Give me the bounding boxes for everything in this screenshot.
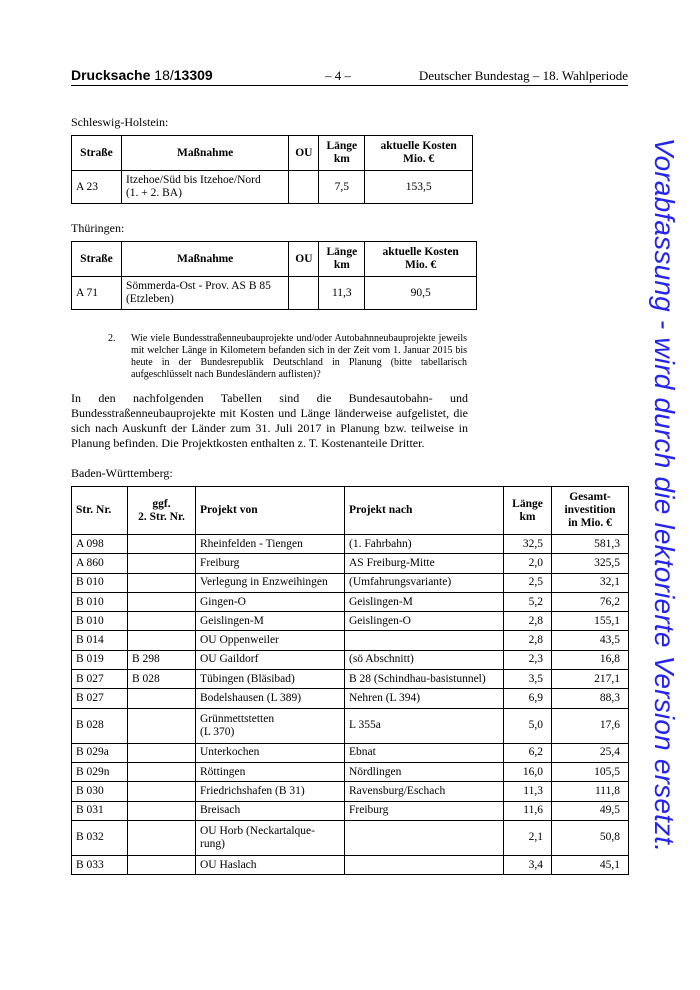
- cell-projekt-nach: (Umfahrungsvariante): [345, 573, 504, 592]
- cell-laenge: 3,5: [504, 670, 552, 689]
- cell-kosten: 90,5: [365, 277, 477, 310]
- cell-ggf-str-nr: [128, 708, 196, 743]
- cell-str-nr: B 033: [72, 855, 128, 874]
- cell-investition: 217,1: [552, 670, 629, 689]
- col-header-investition: Gesamt- investition in Mio. €: [552, 487, 629, 535]
- cell-laenge: 3,4: [504, 855, 552, 874]
- cell-projekt-nach: L 355a: [345, 708, 504, 743]
- col-header-ou: OU: [289, 136, 319, 171]
- cell-ggf-str-nr: B 298: [128, 650, 196, 669]
- table-row: [72, 573, 629, 592]
- watermark-text: Vorabfassung - wird durch die lektorierte Version ersetzt.: [649, 137, 680, 853]
- state-heading-thueringen: Thüringen:: [71, 221, 125, 235]
- cell-investition: 50,8: [552, 820, 629, 855]
- cell-projekt-nach: AS Freiburg-Mitte: [345, 554, 504, 573]
- cell-str-nr: B 029n: [72, 762, 128, 781]
- cell-projekt-von: Grünmettstetten (L 370): [196, 708, 345, 743]
- table-row: [72, 612, 629, 631]
- cell-projekt-nach: Nördlingen: [345, 762, 504, 781]
- cell-investition: 111,8: [552, 782, 629, 801]
- cell-projekt-von: Gingen-O: [196, 592, 345, 611]
- cell-laenge: 16,0: [504, 762, 552, 781]
- cell-kosten: 153,5: [365, 171, 473, 204]
- cell-strasse: A 23: [72, 171, 122, 204]
- cell-laenge: 5,2: [504, 592, 552, 611]
- cell-projekt-nach: (sö Abschnitt): [345, 650, 504, 669]
- cell-laenge: 11,3: [504, 782, 552, 801]
- cell-investition: 17,6: [552, 708, 629, 743]
- cell-ggf-str-nr: [128, 855, 196, 874]
- table-header-row: [72, 136, 473, 171]
- col-header-projekt-nach: Projekt nach: [345, 487, 504, 535]
- page-header: [71, 67, 628, 86]
- cell-laenge: 6,2: [504, 743, 552, 762]
- cell-ggf-str-nr: [128, 762, 196, 781]
- cell-projekt-von: OU Oppenweiler: [196, 631, 345, 650]
- table-header-row: [72, 242, 477, 277]
- cell-investition: 581,3: [552, 535, 629, 554]
- document-number: 13309: [173, 67, 213, 83]
- cell-str-nr: B 028: [72, 708, 128, 743]
- table-row: [72, 592, 629, 611]
- cell-str-nr: B 014: [72, 631, 128, 650]
- cell-ggf-str-nr: [128, 743, 196, 762]
- cell-massnahme: Itzehoe/Süd bis Itzehoe/Nord (1. + 2. BA): [121, 171, 288, 204]
- cell-projekt-nach: Ebnat: [345, 743, 504, 762]
- document-number-prefix: 18/: [154, 67, 174, 83]
- cell-laenge: 7,5: [319, 171, 365, 204]
- col-header-laenge: Länge km: [319, 136, 365, 171]
- cell-str-nr: A 860: [72, 554, 128, 573]
- table-row: [72, 782, 629, 801]
- cell-projekt-nach: [345, 631, 504, 650]
- cell-laenge: 6,9: [504, 689, 552, 708]
- document-label: Drucksache: [71, 67, 151, 83]
- cell-projekt-nach: Freiburg: [345, 801, 504, 820]
- cell-ggf-str-nr: [128, 820, 196, 855]
- cell-massnahme: Sömmerda-Ost - Prov. AS B 85 (Etzleben): [121, 277, 288, 310]
- cell-ggf-str-nr: [128, 801, 196, 820]
- cell-str-nr: B 029a: [72, 743, 128, 762]
- cell-ggf-str-nr: [128, 554, 196, 573]
- cell-projekt-von: Friedrichshafen (B 31): [196, 782, 345, 801]
- cell-strasse: A 71: [72, 277, 122, 310]
- cell-investition: 88,3: [552, 689, 629, 708]
- cell-str-nr: B 010: [72, 592, 128, 611]
- cell-ggf-str-nr: [128, 782, 196, 801]
- cell-investition: 32,1: [552, 573, 629, 592]
- cell-str-nr: B 030: [72, 782, 128, 801]
- cell-investition: 105,5: [552, 762, 629, 781]
- cell-projekt-von: Breisach: [196, 801, 345, 820]
- question-block: [110, 333, 467, 381]
- table-row: [72, 631, 629, 650]
- cell-laenge: 2,0: [504, 554, 552, 573]
- table-row: [72, 708, 629, 743]
- table-row: [72, 801, 629, 820]
- cell-ggf-str-nr: B 028: [128, 670, 196, 689]
- cell-ou: [289, 277, 319, 310]
- cell-investition: 25,4: [552, 743, 629, 762]
- cell-laenge: 2,1: [504, 820, 552, 855]
- table-row: [72, 650, 629, 669]
- cell-projekt-von: Röttingen: [196, 762, 345, 781]
- cell-laenge: 11,3: [319, 277, 365, 310]
- cell-projekt-von: Bodelshausen (L 389): [196, 689, 345, 708]
- cell-projekt-von: Freiburg: [196, 554, 345, 573]
- col-header-strasse: Straße: [72, 242, 122, 277]
- cell-ggf-str-nr: [128, 689, 196, 708]
- cell-projekt-nach: B 28 (Schindhau-basistunnel): [345, 670, 504, 689]
- cell-projekt-von: Unterkochen: [196, 743, 345, 762]
- cell-str-nr: B 019: [72, 650, 128, 669]
- table-row: [72, 535, 629, 554]
- cell-projekt-nach: Geislingen-O: [345, 612, 504, 631]
- cell-projekt-nach: Ravensburg/Eschach: [345, 782, 504, 801]
- cell-investition: 325,5: [552, 554, 629, 573]
- col-header-laenge: Länge km: [504, 487, 552, 535]
- table-row: [72, 171, 473, 204]
- cell-ggf-str-nr: [128, 573, 196, 592]
- header-publisher: Deutscher Bundestag – 18. Wahlperiode: [418, 68, 628, 83]
- cell-ggf-str-nr: [128, 612, 196, 631]
- table-row: [72, 670, 629, 689]
- cell-laenge: 2,8: [504, 612, 552, 631]
- cell-laenge: 2,8: [504, 631, 552, 650]
- table-row: [72, 277, 477, 310]
- col-header-ou: OU: [289, 242, 319, 277]
- cell-laenge: 32,5: [504, 535, 552, 554]
- col-header-strasse: Straße: [72, 136, 122, 171]
- cell-projekt-nach: Nehren (L 394): [345, 689, 504, 708]
- cell-projekt-nach: Geislingen-M: [345, 592, 504, 611]
- table-row: [72, 855, 629, 874]
- question-number: 2.: [108, 333, 116, 344]
- answer-text: In den nachfolgenden Tabellen sind die Bundesautobahn- und Bundesstraßenneubauprojekte mit Kosten und Länge länderweise aufgelistet, die sich nach Auskunft der Länder zum 31. Juli 2017 in Planung bzw. teilweise in Planung befinden. Die Projektkosten enthalten z. T. Kostenanteile Dritter.: [71, 391, 468, 450]
- col-header-laenge: Länge km: [319, 242, 365, 277]
- table-row: [72, 554, 629, 573]
- col-header-projekt-von: Projekt von: [196, 487, 345, 535]
- table-thueringen: [71, 241, 477, 310]
- cell-investition: 45,1: [552, 855, 629, 874]
- cell-projekt-von: Tübingen (Bläsibad): [196, 670, 345, 689]
- cell-projekt-von: OU Haslach: [196, 855, 345, 874]
- cell-investition: 43,5: [552, 631, 629, 650]
- cell-projekt-nach: [345, 855, 504, 874]
- cell-ggf-str-nr: [128, 535, 196, 554]
- table-row: [72, 689, 629, 708]
- table-row: [72, 762, 629, 781]
- cell-investition: 155,1: [552, 612, 629, 631]
- table-header-row: [72, 487, 629, 535]
- cell-str-nr: B 031: [72, 801, 128, 820]
- cell-projekt-nach: (1. Fahrbahn): [345, 535, 504, 554]
- cell-projekt-nach: [345, 820, 504, 855]
- cell-ou: [289, 171, 319, 204]
- state-heading-schleswig: Schleswig-Holstein:: [71, 115, 169, 129]
- cell-projekt-von: Rheinfelden - Tiengen: [196, 535, 345, 554]
- cell-str-nr: B 010: [72, 612, 128, 631]
- col-header-kosten: aktuelle Kosten Mio. €: [365, 136, 473, 171]
- cell-str-nr: B 027: [72, 670, 128, 689]
- page-number: – 4 –: [325, 68, 351, 83]
- cell-projekt-von: OU Horb (Neckartalque- rung): [196, 820, 345, 855]
- cell-investition: 76,2: [552, 592, 629, 611]
- cell-investition: 16,8: [552, 650, 629, 669]
- cell-str-nr: B 032: [72, 820, 128, 855]
- table-row: [72, 820, 629, 855]
- col-header-ggf: ggf. 2. Str. Nr.: [128, 487, 196, 535]
- cell-projekt-von: Verlegung in Enzweihingen: [196, 573, 345, 592]
- cell-str-nr: B 010: [72, 573, 128, 592]
- cell-ggf-str-nr: [128, 592, 196, 611]
- table-schleswig: [71, 135, 473, 204]
- cell-laenge: 2,3: [504, 650, 552, 669]
- cell-investition: 49,5: [552, 801, 629, 820]
- cell-ggf-str-nr: [128, 631, 196, 650]
- col-header-massnahme: Maßnahme: [121, 136, 288, 171]
- table-bw: [71, 486, 629, 875]
- cell-str-nr: B 027: [72, 689, 128, 708]
- cell-projekt-von: OU Gaildorf: [196, 650, 345, 669]
- col-header-kosten: aktuelle Kosten Mio. €: [365, 242, 477, 277]
- table-row: [72, 743, 629, 762]
- state-heading-bw: Baden-Württemberg:: [71, 466, 173, 480]
- cell-laenge: 11,6: [504, 801, 552, 820]
- cell-str-nr: A 098: [72, 535, 128, 554]
- col-header-massnahme: Maßnahme: [121, 242, 288, 277]
- cell-projekt-von: Geislingen-M: [196, 612, 345, 631]
- question-text: Wie viele Bundesstraßenneubauprojekte und/oder Autobahnneubauprojekte jeweils mit welcher Länge in Kilometern befanden sich in der Zeit vom 1. Januar 2015 bis heute in der Bundesrepublik Deutschland in Planung (bitte tabellarisch aufgeschlüsselt nach Bundesländern auflisten)?: [131, 333, 467, 380]
- col-header-str-nr: Str. Nr.: [72, 487, 128, 535]
- cell-laenge: 5,0: [504, 708, 552, 743]
- document-id: [71, 67, 213, 83]
- cell-laenge: 2,5: [504, 573, 552, 592]
